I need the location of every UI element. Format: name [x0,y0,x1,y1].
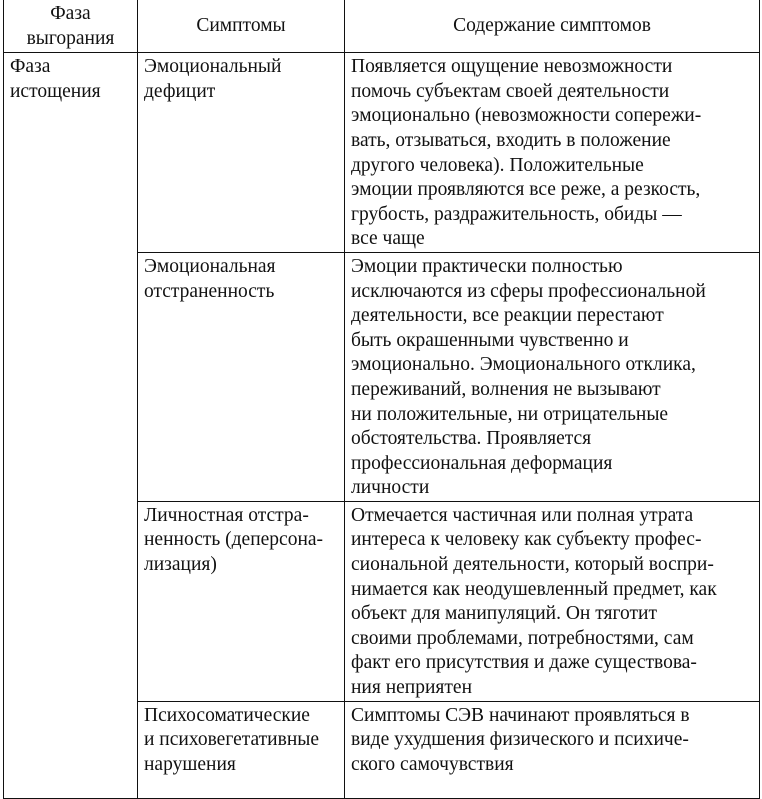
phase-cell: Фаза истощения [4,53,138,798]
header-symptoms: Симптомы [138,0,345,53]
table-row [4,53,760,253]
content-cell: Появляется ощущение невозможности помочь субъектам своей деятельности эмоционально (невозможности сопережи- вать, отзываться, входить в положение другого человека). Положительные эмоции проявляются все реже, а резкость, грубость, раздражительность, обиды — все чаще [345,53,760,253]
header-content: Содержание симптомов [345,0,760,53]
header-row [4,0,760,53]
content-cell: Симптомы СЭВ начинают проявляться в виде ухудшения физического и психиче- ского самочувствия [345,701,760,798]
content-cell: Эмоции практически полностью исключаются из сферы профессиональной деятельности, все реакции перестают быть окрашенными чувственно и эмоционально. Эмоционального отклика, переживаний, волнения не вызывают ни положительные, ни отрицательные обстоятельства. Проявляется профессиональная деформация личности [345,252,760,501]
header-phase: Фаза выгорания [4,0,138,53]
burnout-symptoms-table [3,0,760,799]
content-cell: Отмечается частичная или полная утрата интереса к человеку как субъекту профес- сиональной деятельности, который воспри- нимается как неодушевленный предмет, как объект для манипуляций. Он тяготит своими проблемами, потребностями, сам факт его присутствия и даже существова- ния неприятен [345,501,760,701]
symptom-cell: Эмоциональный дефицит [138,53,345,253]
symptom-cell: Личностная отстра- ненность (деперсона- лизация) [138,501,345,701]
symptom-cell: Эмоциональная отстраненность [138,252,345,501]
symptom-cell: Психосоматические и психовегетативные нарушения [138,701,345,798]
